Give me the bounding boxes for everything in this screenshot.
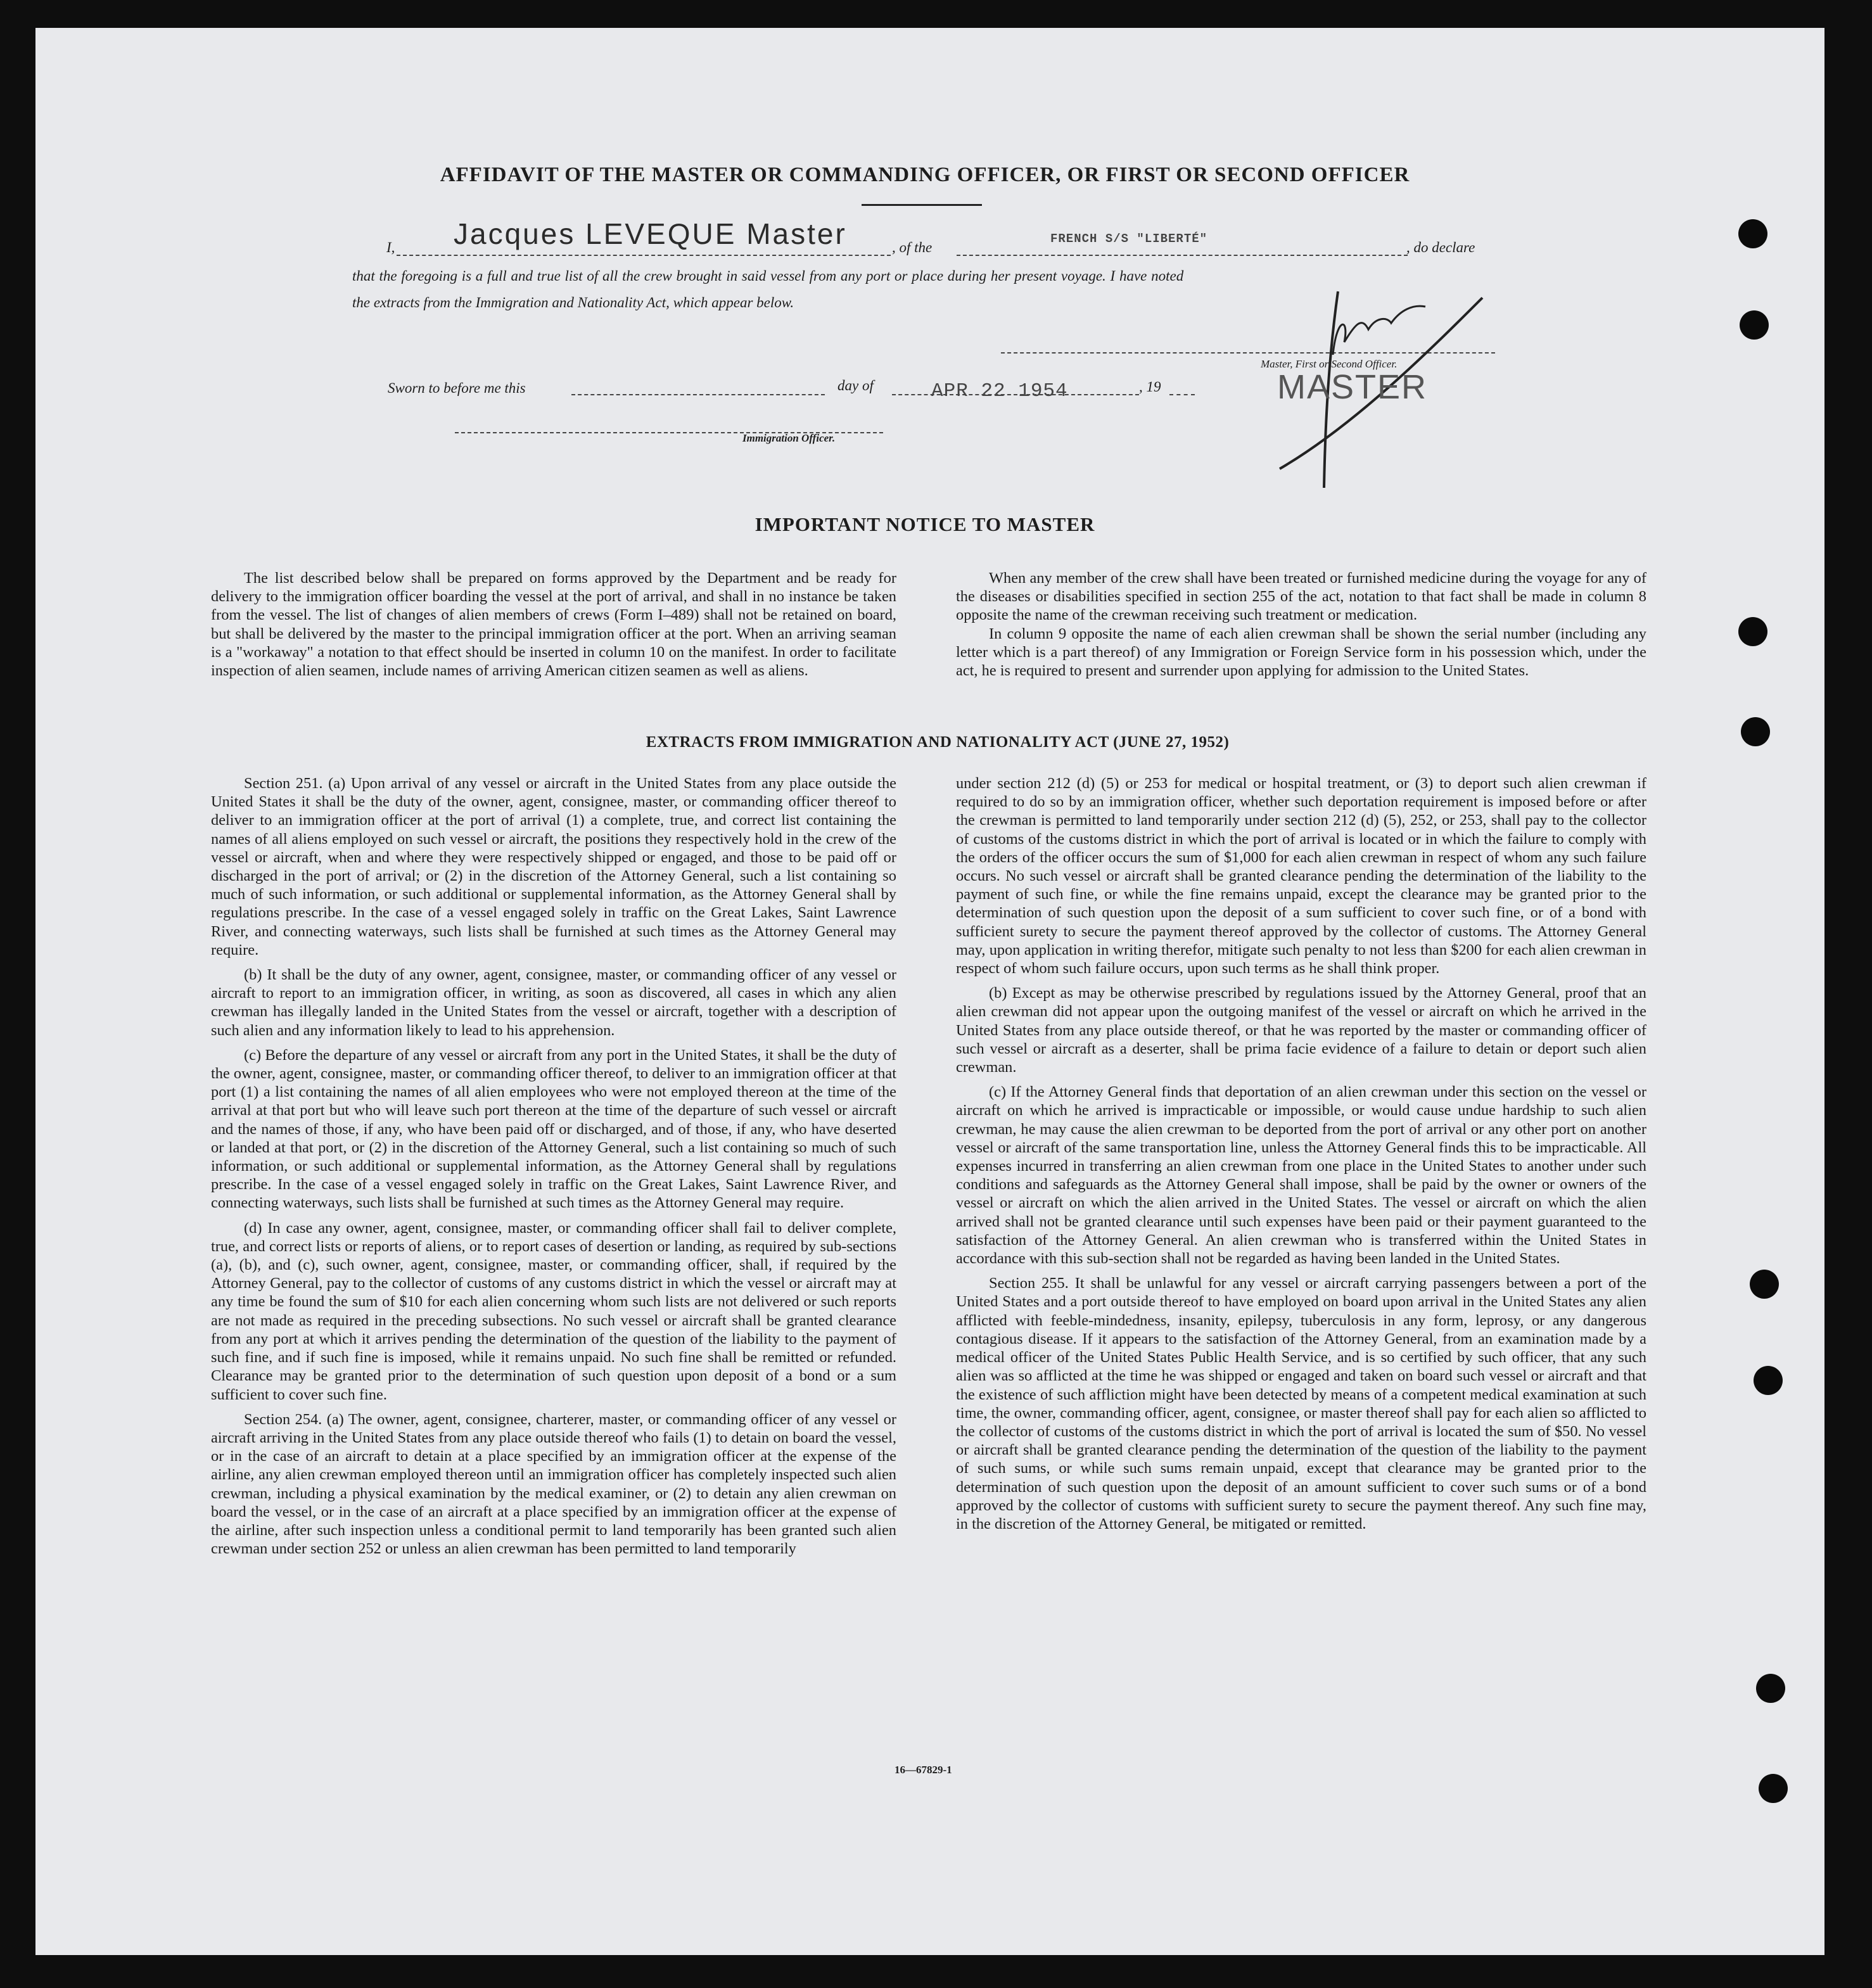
year-label: , 19 (1139, 379, 1161, 395)
section-254-b: (b) Except as may be otherwise prescribed by regulations issued by the Attorney General, proof that an alien crewman did not appear upon the outgoing manifest of the vessel or aircraft on which he arrived in the United States from any place outside thereof, or that he was reported by the master or commanding officer of such vessel or aircraft as a deserter, shall be prima facie evidence of a failure to detain or deport such alien crewman. (956, 984, 1646, 1076)
title-rule (862, 204, 982, 206)
binder-hole (1754, 1366, 1783, 1395)
binder-hole (1740, 310, 1769, 340)
declaration-i-label: I, (386, 239, 395, 255)
binder-hole (1756, 1674, 1785, 1703)
section-251-c: (c) Before the departure of any vessel or aircraft from any port in the United States, it shall be the duty of the owner, agent, consignee, master, or commanding officer thereof, to deliver to an immigration officer at that port (1) a list containing the names of all alien employees who were not employed thereon at the time of the arrival at that port but who will leave such port thereon at the time of the departure of such vessel or aircraft and the names of those, if any, who have been paid off or discharged, and of those, if any, who have deserted or landed at that port, or (2) in the discretion of the Attorney General, such a list containing so much of such information, or such additional or supplemental information, as the Attorney General shall by regulations prescribe. In the case of a vessel engaged solely in traffic on the Great Lakes, Saint Lawrence River, and connecting waterways, such lists shall be furnished at such times as the Attorney General may require. (211, 1046, 896, 1212)
section-251-b: (b) It shall be the duty of any owner, agent, consignee, master, or commanding officer of any vessel or aircraft to report to an immigration officer, in writing, as soon as discovered, all cases in which any alien crewman has illegally landed in the United States from the vessel or aircraft, together with a description of such alien and any information likely to lead to his apprehension. (211, 966, 896, 1039)
day-of-label: day of (837, 378, 874, 393)
name-line (397, 255, 891, 256)
notice-right-paragraph-1: When any member of the crew shall have been treated or furnished medicine during the voyage for any of the diseases or disabilities specified in section 255 of the act, notation to that fact shall be made in column 8 opposite the name of the crewman receiving such treatment or medication. (956, 570, 1646, 624)
master-stamp: MASTER (1277, 368, 1428, 406)
year-line (1169, 394, 1195, 395)
signature-caption: Master, First or Second Officer. (1261, 358, 1398, 370)
binder-hole (1759, 1774, 1788, 1803)
section-251-d: (d) In case any owner, agent, consignee, master, or commanding officer shall fail to deliver complete, true, and correct lists or reports of aliens, or to report cases of desertion or landing, as required by sub-sections (a), (b), and (c), such owner, agent, consignee, master, or commanding officer, shall, if required by the Attorney General, pay to the collector of customs of any customs district in which the vessel or aircraft may at any time be found the sum of $10 for each alien concerning whom such lists are not delivered or such reports are not made as required in the preceding subsections. No such vessel or aircraft shall be granted clearance from any port at which it arrives pending the determination of the question of the liability to the payment of such fine, and if such fine is imposed, while it remains unpaid. No such fine shall be remitted or refunded. Clearance may be granted prior to the determination of such question upon deposit of a bond or a sum sufficient to cover such fine. (211, 1219, 896, 1403)
master-name: Jacques LEVEQUE Master (454, 217, 847, 250)
vessel-line (957, 255, 1408, 256)
do-declare-label: , do declare (1406, 239, 1475, 255)
sworn-day-line (571, 394, 825, 395)
section-254-a: Section 254. (a) The owner, agent, consignee, charterer, master, or commanding officer of any vessel or aircraft arriving in the United States from any place outside thereof who fails (1) to detain on board the vessel, or in the case of an aircraft to detain at a place specified by an immigration officer at the expense of the airline, any alien crewman employed thereon until an immigration officer has completely inspected such alien crewman, including a physical examination by the medical examiner, or (2) to detain any alien crewman on board the vessel, or in the case of an aircraft at a place specified by an immigration officer at the expense of the airline, after such inspection unless a conditional permit to land temporarily has been granted such alien crewman under section 252 or unless an alien crewman has been permitted to land temporarily (211, 1410, 896, 1558)
date-stamp: APR 22 1954 (931, 380, 1068, 402)
notice-left-paragraph: The list described below shall be prepared on forms approved by the Department and be ready for delivery to the immigration officer boarding the vessel at the port of arrival, and shall in no instance be taken from the vessel. The list of changes of alien members of crews (Form I–489) shall not be retained on board, but shall be delivered by the master to the principal immigration officer at the port. When an arriving seaman is a "workaway" a notation to that effect should be inserted in column 10 on the manifest. In order to facilitate inspection of alien seamen, include names of arriving American citizen seamen as well as aliens. (211, 570, 896, 680)
declaration-line-2: that the foregoing is a full and true list of all the crew brought in said vessel from any port or place during her present voyage. I have noted (352, 268, 1184, 284)
sworn-label: Sworn to before me this (388, 380, 526, 396)
binder-hole (1738, 219, 1767, 248)
notice-right-paragraph-2: In column 9 opposite the name of each alien crewman shall be shown the serial number (including any letter which is a part thereof) of any Immigration or Foreign Service form in his possession which, under the act, he is required to present and surrender upon applying for admission to the United States. (956, 625, 1646, 680)
section-251-a: Section 251. (a) Upon arrival of any vessel or aircraft in the United States from any place outside the United States it shall be the duty of the owner, agent, consignee, master, or commanding officer thereof to deliver to an immigration officer at the port of arrival (1) a complete, true, and correct list containing the names of all aliens employed on such vessel or aircraft, the positions they respectively hold in the crew of the vessel or aircraft, when and where they were respectively shipped or engaged, and those to be paid off or discharged in the port of arrival; or (2) in the discretion of the Attorney General, such a list containing so much of such information, or such additional or supplemental information, as the Attorney General shall by regulations prescribe. In the case of a vessel engaged solely in traffic on the Great Lakes, Saint Lawrence River, and connecting waterways, such lists shall be furnished at such times as the Attorney General may require. (211, 775, 896, 959)
form-number: 16—67829-1 (895, 1764, 952, 1776)
officer-caption: Immigration Officer. (742, 432, 836, 444)
binder-hole (1750, 1270, 1779, 1299)
affidavit-title: AFFIDAVIT OF THE MASTER OR COMMANDING OFFICER, OR FIRST OR SECOND OFFICER (440, 163, 1410, 186)
extracts-left-column (211, 774, 896, 1564)
section-255: Section 255. It shall be unlawful for any vessel or aircraft carrying passengers between a port of the United States and a port outside thereof to have employed on board upon arrival in the United States any alien afflicted with feeble-mindedness, insanity, epilepsy, tuberculosis in any form, leprosy, or any dangerous contagious disease. If it appears to the satisfaction of the Attorney General, from an examination made by a medical officer of the United States Public Health Service, and is so certified by such officer, that any such alien was so afflicted at the time he was shipped or engaged and taken on board such vessel or aircraft and that the existence of such affliction might have been detected by means of a competent medical examination at such time, the owner, commanding officer, agent, consignee, or master thereof shall pay for each alien so afflicted to the collector of customs of the customs district in which the port of arrival is located the sum of $50. No vessel or aircraft shall be granted clearance pending the determination of the question of the liability to the payment of such sums, or while such sums remain unpaid, except that clearance may be granted prior to the determination of such question upon the deposit of an amount sufficient to cover such sums or of a bond approved by the collector of customs with sufficient surety to secure the payment thereof. Any such fine may, in the discretion of the Attorney General, be mitigated or remitted. (956, 1275, 1646, 1532)
notice-left-column (211, 569, 896, 686)
vessel-stamp: FRENCH S/S "LIBERTÉ" (1050, 232, 1208, 246)
extracts-title: EXTRACTS FROM IMMIGRATION AND NATIONALITY ACT (JUNE 27, 1952) (646, 734, 1230, 751)
section-254-c: (c) If the Attorney General finds that deportation of an alien crewman under this section on the vessel or aircraft on which he arrived is impracticable or impossible, or would cause undue hardship to such alien crewman, he may cause the alien crewman to be deported from the port of arrival or any other port on another vessel or aircraft of the same transportation line, unless the Attorney General finds this to be impracticable. All expenses incurred in transferring an alien crewman from one place in the United States to another under such conditions and safeguards as the Attorney General shall impose, shall be paid by the owner or owners of the vessel or aircraft on which the alien arrived in the United States. The vessel or aircraft on which the alien arrived shall not be granted clearance until such expenses have been paid or their payment guaranteed to the satisfaction of the Attorney General. An alien crewman who is transferred within the United States in accordance with this sub-section shall not be regarded as having been landed in the United States. (956, 1083, 1646, 1268)
section-254-a-continued: under section 212 (d) (5) or 253 for medical or hospital treatment, or (3) to deport such alien crewman if required to do so by an immigration officer, whether such deportation requirement is imposed before or after the crewman is permitted to land temporarily under section 212 (d) (5), 252, or 253, shall pay to the collector of customs of the customs district in which the port of arrival is located or in which the failure to comply with the orders of the officer occurs the sum of $1,000 for each alien crewman in respect of whom any such failure occurs. No such vessel or aircraft shall be granted clearance pending the determination of the liability to the payment of such fine, or while the fine remains unpaid, except the clearance may be granted prior to the determination of such question upon the deposit of a sum sufficient to cover such fine, or of a bond with sufficient surety to secure the payment thereof approved by the collector of customs. The Attorney General may, upon application in writing therefor, mitigate such penalty to not less than $200 for each alien crewman in respect of whom such failure occurs, upon such terms as he shall think proper. (956, 775, 1646, 978)
declaration-line-3: the extracts from the Immigration and Nationality Act, which appear below. (352, 295, 794, 310)
notice-title: IMPORTANT NOTICE TO MASTER (755, 513, 1095, 535)
of-the-label: , of the (892, 239, 933, 255)
binder-hole (1738, 617, 1767, 646)
extracts-right-column (956, 774, 1646, 1539)
notice-right-column (956, 569, 1646, 686)
